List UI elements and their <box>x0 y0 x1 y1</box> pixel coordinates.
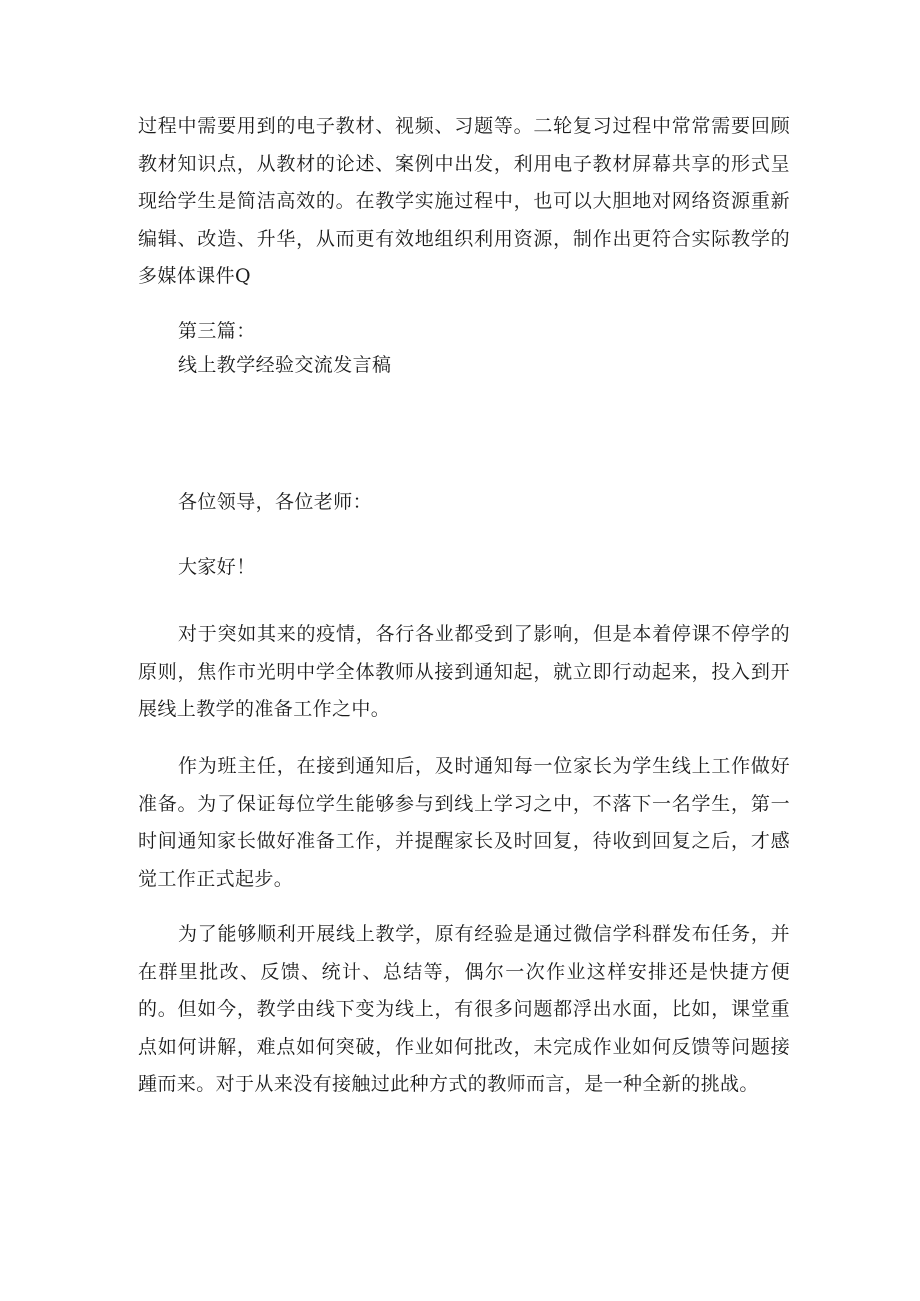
section-label: 第三篇： <box>178 320 256 342</box>
greeting: 大家好！ <box>178 556 256 578</box>
body-paragraph-1: 对于突如其来的疫情，各行各业都受到了影响，但是本着停课不停学的原则，焦作市光明中学全体教师从接到通知起，就立即行动起来，投入到开展线上教学的准备工作之中。 <box>138 623 790 721</box>
section-title: 线上教学经验交流发言稿 <box>178 354 392 376</box>
body-paragraph-2: 作为班主任，在接到通知后，及时通知每一位家长为学生线上工作做好准备。为了保证每位学生能够参与到线上学习之中，不落下一名学生，第一时间通知家长做好准备工作，并提醒家长及时回复，待收到回复之后，才感觉工作正式起步。 <box>138 755 790 890</box>
intro-paragraph: 过程中需要用到的电子教材、视频、习题等。二轮复习过程中常常需要回顾教材知识点，从教材的论述、案例中出发，利用电子教材屏幕共享的形式呈现给学生是简洁高效的。在教学实施过程中，也可以大胆地对网络资源重新编辑、改造、升华，从而更有效地组织利用资源，制作出更符合实际教学的多媒体课件Q <box>138 115 790 288</box>
body-paragraph-3: 为了能够顺利开展线上教学，原有经验是通过微信学科群发布任务，并在群里批改、反馈、统计、总结等，偶尔一次作业这样安排还是快捷方便的。但如今，教学由线下变为线上，有很多问题都浮出水面，比如，课堂重点如何讲解，难点如何突破，作业如何批改，未完成作业如何反馈等问题接踵而来。对于从来没有接触过此种方式的教师而言，是一种全新的挑战。 <box>138 923 790 1096</box>
salutation: 各位领导，各位老师： <box>178 491 373 513</box>
